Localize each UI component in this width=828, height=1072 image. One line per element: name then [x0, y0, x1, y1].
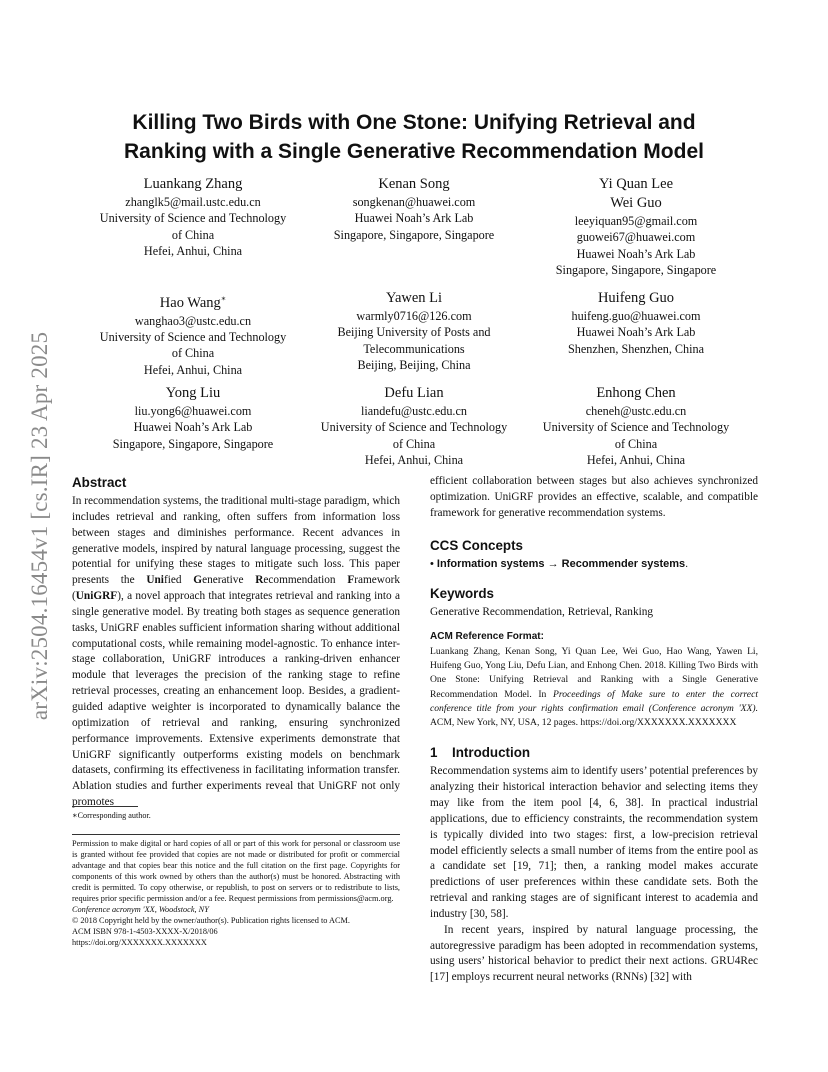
section-title: Introduction	[452, 745, 531, 761]
section-number: 1	[430, 745, 438, 761]
intro-paragraph: In recent years, inspired by natural language processing, the autoregressive paradigm has been adopted in recommendation systems, using users’ historical behavior to predict their next actions. GRU4Rec [17] employs recurrent neural networks (RNNs) [32] with	[430, 923, 758, 984]
paper-title	[80, 108, 748, 166]
author-block	[524, 289, 748, 357]
author-name: Wei Guo	[610, 195, 662, 211]
ccs-heading: CCS Concepts	[430, 537, 524, 553]
bold-letter: R	[255, 574, 264, 587]
author-block	[82, 175, 304, 259]
author-name: Kenan Song	[378, 176, 450, 192]
abstract-text	[72, 494, 400, 811]
author-email: huifeng.guo@huawei.com	[571, 309, 701, 323]
ccs-subcategory: Recommender systems	[561, 557, 686, 570]
arxiv-id: arXiv:2504.16454v1 [cs.IR] 23 Apr 2025	[27, 331, 52, 721]
author-location: Singapore, Singapore, Singapore	[555, 262, 717, 277]
author-location: Hefei, Anhui, China	[143, 362, 243, 377]
copyright: © 2018 Copyright held by the owner/author(s). Publication rights licensed to ACM.	[72, 916, 350, 926]
author-location: Shenzhen, Shenzhen, China	[567, 341, 705, 356]
author-affiliation: Huawei Noah’s Ark Lab	[354, 211, 474, 226]
author-location: Hefei, Anhui, China	[586, 452, 686, 467]
arxiv-sidebar-stamp	[18, 296, 62, 756]
bold-letter: F	[347, 574, 355, 587]
author-affiliation: of China	[614, 436, 658, 451]
abstract-continuation: efficient collaboration between stages but also achieves synchronized optimization. UniGRF provides an effective, scalable, and compatible framework for generative recommendation systems.	[430, 475, 758, 519]
acm-reference-text	[430, 645, 758, 730]
author-block	[524, 175, 748, 278]
author-name: Enhong Chen	[596, 385, 676, 401]
abstract-text-part: enerative	[202, 574, 256, 587]
author-block	[304, 175, 524, 243]
author-location: Hefei, Anhui, China	[143, 243, 243, 258]
reference-part: Luankang Zhang, Kenan Song, Yi Quan Lee, Wei Guo, Hao Wang, Yawen Li, Huifeng Guo, Yong Liu, Defu Lian, and Enhong Chen. 2018. Killing Two Birds with One Stone: Unifying Retrieval and Ranking with a Single Generative Recommendation Model. In	[430, 646, 758, 700]
author-name: Huifeng Guo	[597, 290, 675, 306]
author-affiliation: University of Science and Technology	[320, 420, 508, 435]
author-name: Defu Lian	[384, 385, 444, 401]
author-affiliation: Beijing University of Posts and	[337, 325, 491, 340]
author-name: Luankang Zhang	[143, 176, 243, 192]
permission-text: Permission to make digital or hard copies of all or part of this work for personal or classroom use is granted without fee provided that copies are not made or distributed for profit or commercial advantage and that copies bear this notice and the full citation on the first page. Copyrights for components of this work owned by others than the author(s) must be honored. Abstracting with credit is permitted. To copy otherwise, or republish, to post on servers or to redistribute to lists, requires prior specific permission and/or a fee. Request permissions from permissions@acm.org.	[72, 839, 400, 904]
author-affiliation: Huawei Noah’s Ark Lab	[576, 325, 696, 340]
author-email: liu.yong6@huawei.com	[134, 404, 252, 418]
ccs-item	[430, 557, 758, 573]
author-block	[304, 289, 524, 373]
acm-reference-heading: ACM Reference Format:	[430, 631, 544, 643]
acronym: UniGRF	[75, 590, 118, 603]
author-name: Yi Quan Lee	[598, 176, 674, 192]
intro-heading	[430, 744, 758, 762]
author-affiliation: of China	[171, 346, 215, 361]
abstract-text-part: ramework (	[72, 574, 401, 603]
author-email: wanghao3@ustc.edu.cn	[134, 313, 252, 328]
author-email: zhanglk5@mail.ustc.edu.cn	[125, 195, 261, 209]
right-column	[430, 474, 758, 986]
reference-venue: Proceedings of Make sure to enter the correct conference title from your rights confirmation email (Conference acronym 'XX).	[430, 688, 758, 714]
author-name: Yawen Li	[385, 290, 443, 306]
title-line-2: Ranking with a Single Generative Recommendation Model	[124, 140, 704, 163]
author-email: cheneh@ustc.edu.cn	[585, 404, 687, 418]
footnote: ∗Corresponding author.	[72, 811, 151, 820]
author-location: Beijing, Beijing, China	[357, 357, 471, 372]
author-affiliation: Telecommunications	[363, 341, 465, 356]
author-block	[304, 384, 524, 468]
author-affiliation: University of Science and Technology	[99, 211, 287, 226]
bold-letter: G	[193, 574, 203, 587]
permission-rule	[72, 834, 400, 835]
conference-info: Conference acronym 'XX, Woodstock, NY	[72, 905, 209, 915]
footnote-rule	[72, 806, 138, 807]
author-affiliation: Huawei Noah’s Ark Lab	[133, 420, 253, 435]
arrow: →	[547, 557, 559, 570]
author-name: Yong Liu	[165, 385, 221, 401]
author-email: songkenan@huawei.com	[352, 195, 476, 209]
author-affiliation: Huawei Noah’s Ark Lab	[576, 246, 696, 261]
author-affiliation: University of Science and Technology	[542, 420, 730, 435]
abstract-text-part: ecommendation	[263, 574, 348, 587]
author-email: leeyiquan95@gmail.com	[574, 214, 698, 228]
author-affiliation: University of Science and Technology	[99, 330, 287, 345]
period: .	[685, 557, 689, 570]
bold-letter: Uni	[146, 574, 164, 587]
doi: https://doi.org/XXXXXXX.XXXXXXX	[72, 938, 207, 948]
author-block	[524, 384, 748, 468]
keywords-text: Generative Recommendation, Retrieval, Ranking	[430, 606, 654, 619]
author-email: liandefu@ustc.edu.cn	[361, 404, 467, 418]
left-column	[72, 474, 400, 811]
author-block	[82, 384, 304, 452]
author-location: Singapore, Singapore, Singapore	[112, 436, 274, 451]
reference-part: ACM, New York, NY, USA, 12 pages. https://doi.org/XXXXXXX.XXXXXXX	[430, 717, 737, 729]
author-location: Hefei, Anhui, China	[364, 452, 464, 467]
abstract-text-part: ), a novel approach that integrates retrieval and ranking into a single generative model. By treating both stages as sequence generation tasks, UniGRF enables sufficient information sharing without additional computational costs, while remaining model-agnostic. To enhance inter-stage collaboration, UniGRF introduces a ranking-driven enhancer module that leverages the precision of the ranking stage to refine retrieval processes, creating an enhancement loop. Besides, a gradient-guided adaptive weighter is incorporated to dynamically balance the optimization of retrieval and ranking, ensuring synchronized performance improvements. Extensive experiments demonstrate that UniGRF significantly outperforms existing models on benchmark datasets, confirming its effectiveness in facilitating information transfer. Ablation studies and further experiments reveal that UniGRF not only promotes	[72, 590, 400, 809]
bullet: •	[430, 557, 434, 570]
author-name	[82, 289, 304, 313]
permission-block	[72, 838, 400, 948]
isbn: ACM ISBN 978-1-4503-XXXX-X/2018/06	[72, 927, 218, 937]
author-name-text: Hao Wang	[159, 294, 221, 311]
abstract-text-part: In recommendation systems, the traditional multi-stage paradigm, which includes retrieval and ranking, often suffers from information loss between stages and diminishes performance. Recent advances in generative models, inspired by natural language processing, suggest the potential for unifying these stages to mitigate such loss. This paper presents the	[72, 495, 400, 587]
author-affiliation: of China	[171, 227, 215, 242]
keywords-heading: Keywords	[430, 586, 494, 602]
abstract-heading: Abstract	[72, 475, 127, 490]
title-line-1: Killing Two Birds with One Stone: Unifying Retrieval and	[132, 111, 696, 134]
ccs-category: Information systems	[436, 557, 545, 570]
intro-paragraph: Recommendation systems aim to identify users’ potential preferences by analyzing their historical interaction behavior and selecting items they may like from the item pool [4, 6, 38]. In practical industrial applications, due to efficiency constraints, the recommendation system is typically divided into two stages: first, a low-precision retrieval model efficiently selects a small number of items from the entire pool as a candidate set [19, 71]; then, a ranking model makes accurate predictions of user preferences within these candidate sets. Both the retrieval and ranking stages are of significant interest to academia and industry [30, 58].	[430, 765, 758, 920]
corresponding-mark: ∗	[220, 294, 227, 303]
abstract-text-part: fied	[163, 574, 194, 587]
author-affiliation: of China	[392, 436, 436, 451]
author-email: guowei67@huawei.com	[576, 230, 696, 245]
author-block	[82, 289, 304, 378]
author-email: warmly0716@126.com	[356, 309, 472, 323]
author-location: Singapore, Singapore, Singapore	[333, 227, 495, 242]
